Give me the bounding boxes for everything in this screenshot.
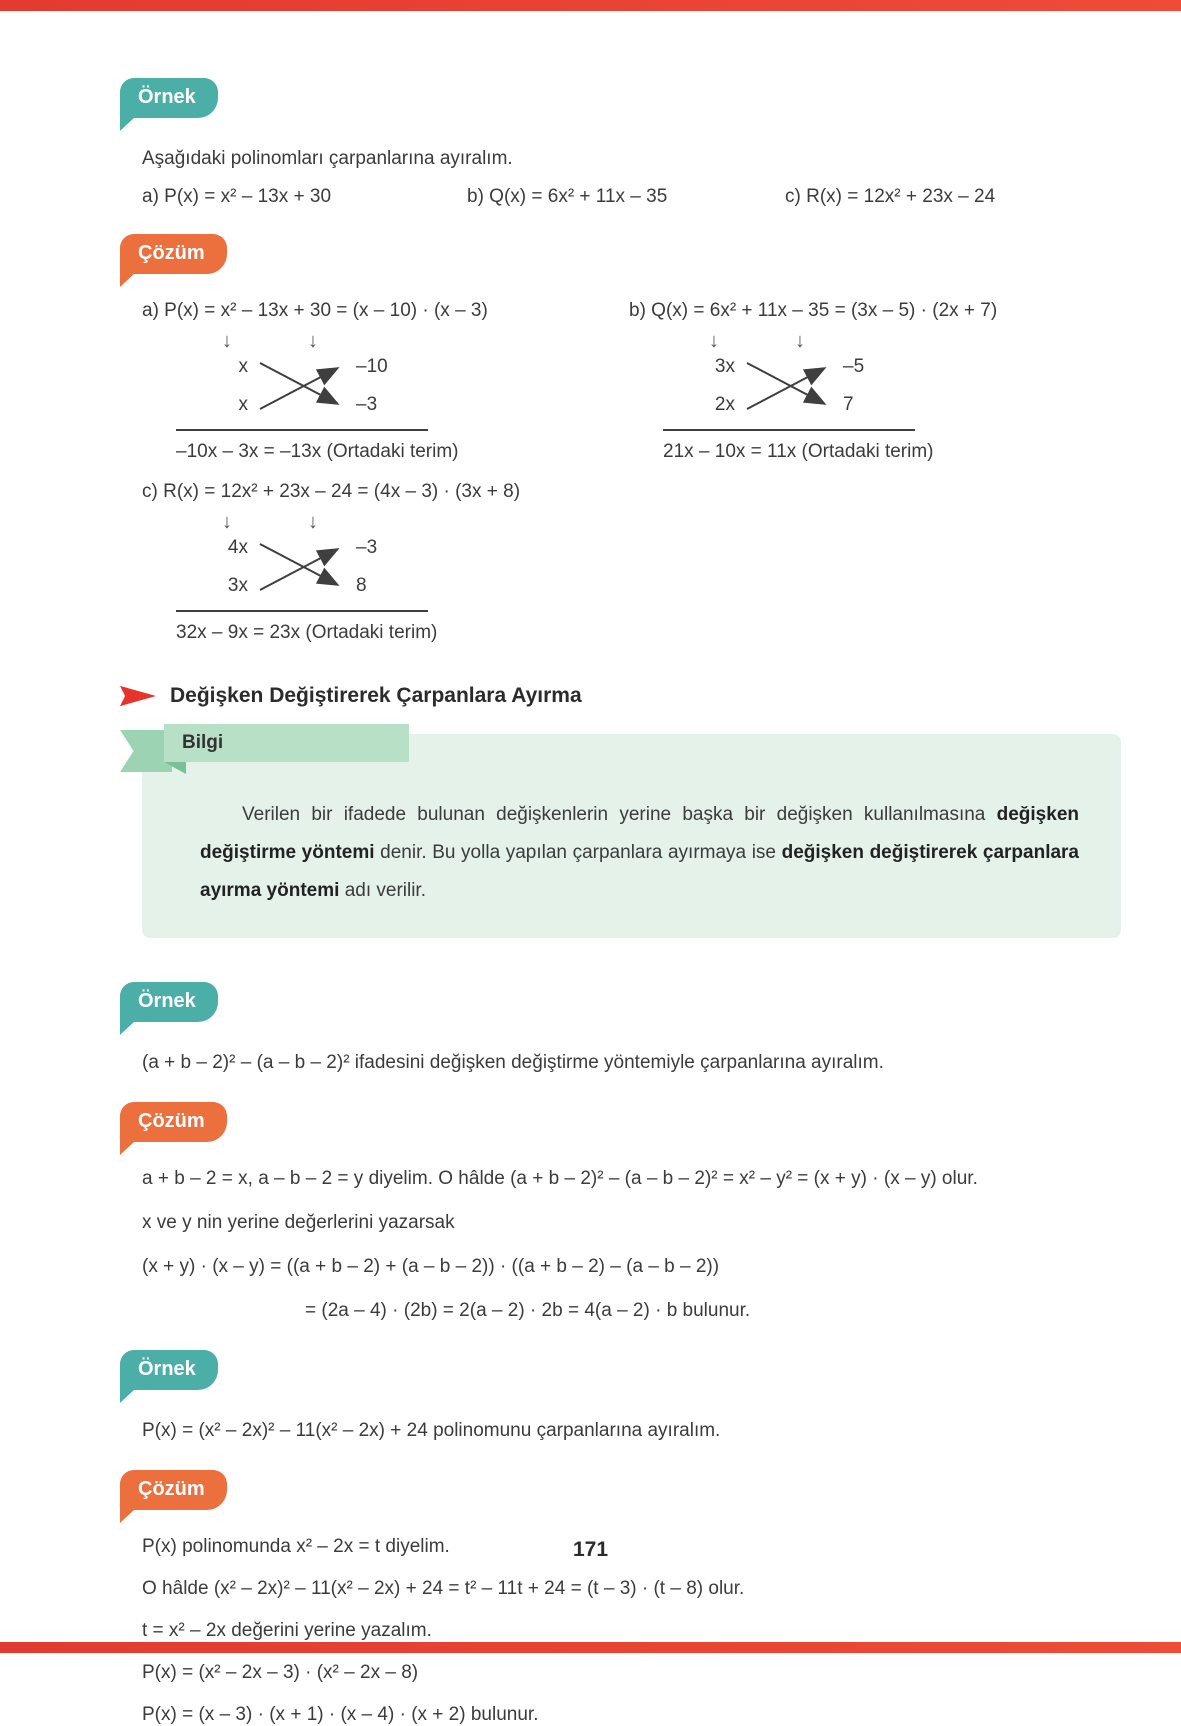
- diagram-b-term-right2: 7: [843, 394, 854, 415]
- diagram-a-result: –10x – 3x = –13x (Ortadaki terim): [176, 441, 459, 462]
- example1-intro: Aşağıdaki polinomları çarpanlarına ayıralım.: [142, 148, 513, 169]
- cozum-badge-2: [120, 1102, 227, 1142]
- diagram-b-term-right1: –5: [843, 356, 865, 377]
- diagram-b: [629, 300, 1121, 463]
- bilgi-paragraph: [200, 796, 1079, 910]
- solution-line: O hâlde (x² – 2x)² – 11(x² – 2x) + 24 = t² – 11t + 24 = (t – 3) · (t – 8) olur.: [142, 1578, 745, 1599]
- solution-line: t = x² – 2x değerini yerine yazalım.: [142, 1620, 432, 1641]
- example2-solution: [142, 1168, 1121, 1322]
- diagram-a-term-right2: –3: [356, 394, 378, 415]
- ornek-badge-2: [120, 982, 218, 1022]
- down-arrow-icon: ↓: [709, 330, 719, 352]
- solution-line: = (2a – 4) · (2b) = 2(a – 2) · 2b = 4(a – 2) · b bulunur.: [305, 1300, 751, 1321]
- diagram-c-term-left1: 4x: [227, 537, 248, 558]
- bilgi-text-part2: denir. Bu yolla yapılan çarpanlara ayırmaya ise: [380, 842, 776, 863]
- sum-rule-line: [663, 429, 915, 431]
- polynomial-b: b) Q(x) = 6x² + 11x – 35: [467, 186, 668, 207]
- bilgi-text-bold2: değişken değiştirerek çarpanlara ayırma yöntemi: [200, 842, 1080, 901]
- solution-line: P(x) = (x – 3) · (x + 1) · (x – 4) · (x + 2) bulunur.: [142, 1704, 539, 1725]
- diagram-b-equation: b) Q(x) = 6x² + 11x – 35 = (3x – 5) · (2x + 7): [629, 300, 998, 321]
- bilgi-text-bold1: değişken değiştirme yöntemi: [200, 804, 1079, 863]
- solution-line: (x + y) · (x – y) = ((a + b – 2) + (a – b – 2)) · ((a + b – 2) – (a – b – 2)): [142, 1256, 720, 1277]
- cozum-badge-label: Çözüm: [138, 1478, 205, 1500]
- cozum-badge-3: [120, 1470, 227, 1510]
- diagram-a-cross: [214, 355, 607, 417]
- diagram-c-down-arrows: [142, 511, 1121, 534]
- example3-solution: [142, 1536, 1121, 1726]
- diagram-c-term-right2: 8: [356, 575, 367, 596]
- down-arrow-icon: ↓: [222, 330, 232, 352]
- diagram-c-equation: c) R(x) = 12x² + 23x – 24 = (4x – 3) · (3x + 8): [142, 481, 521, 502]
- down-arrow-icon: ↓: [308, 330, 318, 352]
- diagram-a-equation: a) P(x) = x² – 13x + 30 = (x – 10) · (x – 3): [142, 300, 488, 321]
- example2-question: (a + b – 2)² – (a – b – 2)² ifadesini değişken değiştirme yöntemiyle çarpanlarına ayıralım.: [142, 1052, 884, 1073]
- bilgi-text-part1: Verilen bir ifadede bulunan değişkenlerin yerine başka bir değişken kullanılmasına: [242, 804, 986, 825]
- diagram-c-result: 32x – 9x = 23x (Ortadaki terim): [176, 622, 438, 643]
- section-arrow-icon: [120, 684, 156, 708]
- diagram-b-term-left1: 3x: [714, 356, 735, 377]
- diagram-c-cross: [214, 536, 1121, 598]
- section-title: Değişken Değiştirerek Çarpanlara Ayırma: [170, 684, 582, 707]
- diagram-a: [142, 300, 607, 463]
- cross-arrows-icon: [256, 355, 348, 417]
- ornek-badge-1: [120, 78, 218, 118]
- diagram-b-term-left2: 2x: [714, 394, 735, 415]
- sum-rule-line: [176, 429, 428, 431]
- page-number: 171: [572, 1538, 609, 1561]
- cozum-badge-label: Çözüm: [138, 242, 205, 264]
- solution-line: P(x) polinomunda x² – 2x = t diyelim.: [142, 1536, 450, 1557]
- diagram-a-term-right1: –10: [356, 356, 388, 377]
- solution-diagrams-row: [120, 300, 1121, 463]
- cross-arrows-icon: [256, 536, 348, 598]
- cozum-badge-label: Çözüm: [138, 1110, 205, 1132]
- solution-line: P(x) = (x² – 2x – 3) · (x² – 2x – 8): [142, 1662, 419, 1683]
- diagram-c-term-left2: 3x: [227, 575, 248, 596]
- top-red-bar: [0, 0, 1181, 11]
- solution-line: a + b – 2 = x, a – b – 2 = y diyelim. O hâlde (a + b – 2)² – (a – b – 2)² = x² – y² = (x + y) · (x – y) olur.: [142, 1168, 978, 1189]
- sum-rule-line: [176, 610, 428, 612]
- bottom-red-bar: [0, 1642, 1181, 1653]
- polynomial-c: c) R(x) = 12x² + 23x – 24: [785, 186, 996, 207]
- solution-line: x ve y nin yerine değerlerini yazarsak: [142, 1212, 455, 1233]
- example1-polynomials: [142, 186, 1121, 208]
- diagram-b-cross: [701, 355, 1121, 417]
- diagram-c: [142, 481, 1121, 644]
- bilgi-box: [142, 734, 1121, 938]
- diagram-c-term-right1: –3: [356, 537, 378, 558]
- bilgi-text-part3: adı verilir.: [344, 880, 426, 901]
- diagram-b-down-arrows: [629, 330, 1121, 353]
- ornek-badge-label: Örnek: [138, 1358, 196, 1380]
- bilgi-label: Bilgi: [164, 724, 409, 762]
- example3-question: P(x) = (x² – 2x)² – 11(x² – 2x) + 24 polinomunu çarpanlarına ayıralım.: [142, 1420, 721, 1441]
- cross-arrows-icon: [743, 355, 835, 417]
- ornek-badge-3: [120, 1350, 218, 1390]
- down-arrow-icon: ↓: [308, 511, 318, 533]
- ornek-badge-label: Örnek: [138, 990, 196, 1012]
- section-header: [120, 684, 1121, 708]
- diagram-a-term-left1: x: [238, 356, 248, 377]
- ornek-badge-label: Örnek: [138, 86, 196, 108]
- down-arrow-icon: ↓: [222, 511, 232, 533]
- diagram-a-down-arrows: [142, 330, 607, 353]
- diagram-b-result: 21x – 10x = 11x (Ortadaki terim): [663, 441, 934, 462]
- diagram-a-term-left2: x: [238, 394, 248, 415]
- down-arrow-icon: ↓: [795, 330, 805, 352]
- polynomial-a: a) P(x) = x² – 13x + 30: [142, 186, 332, 207]
- cozum-badge-1: [120, 234, 227, 274]
